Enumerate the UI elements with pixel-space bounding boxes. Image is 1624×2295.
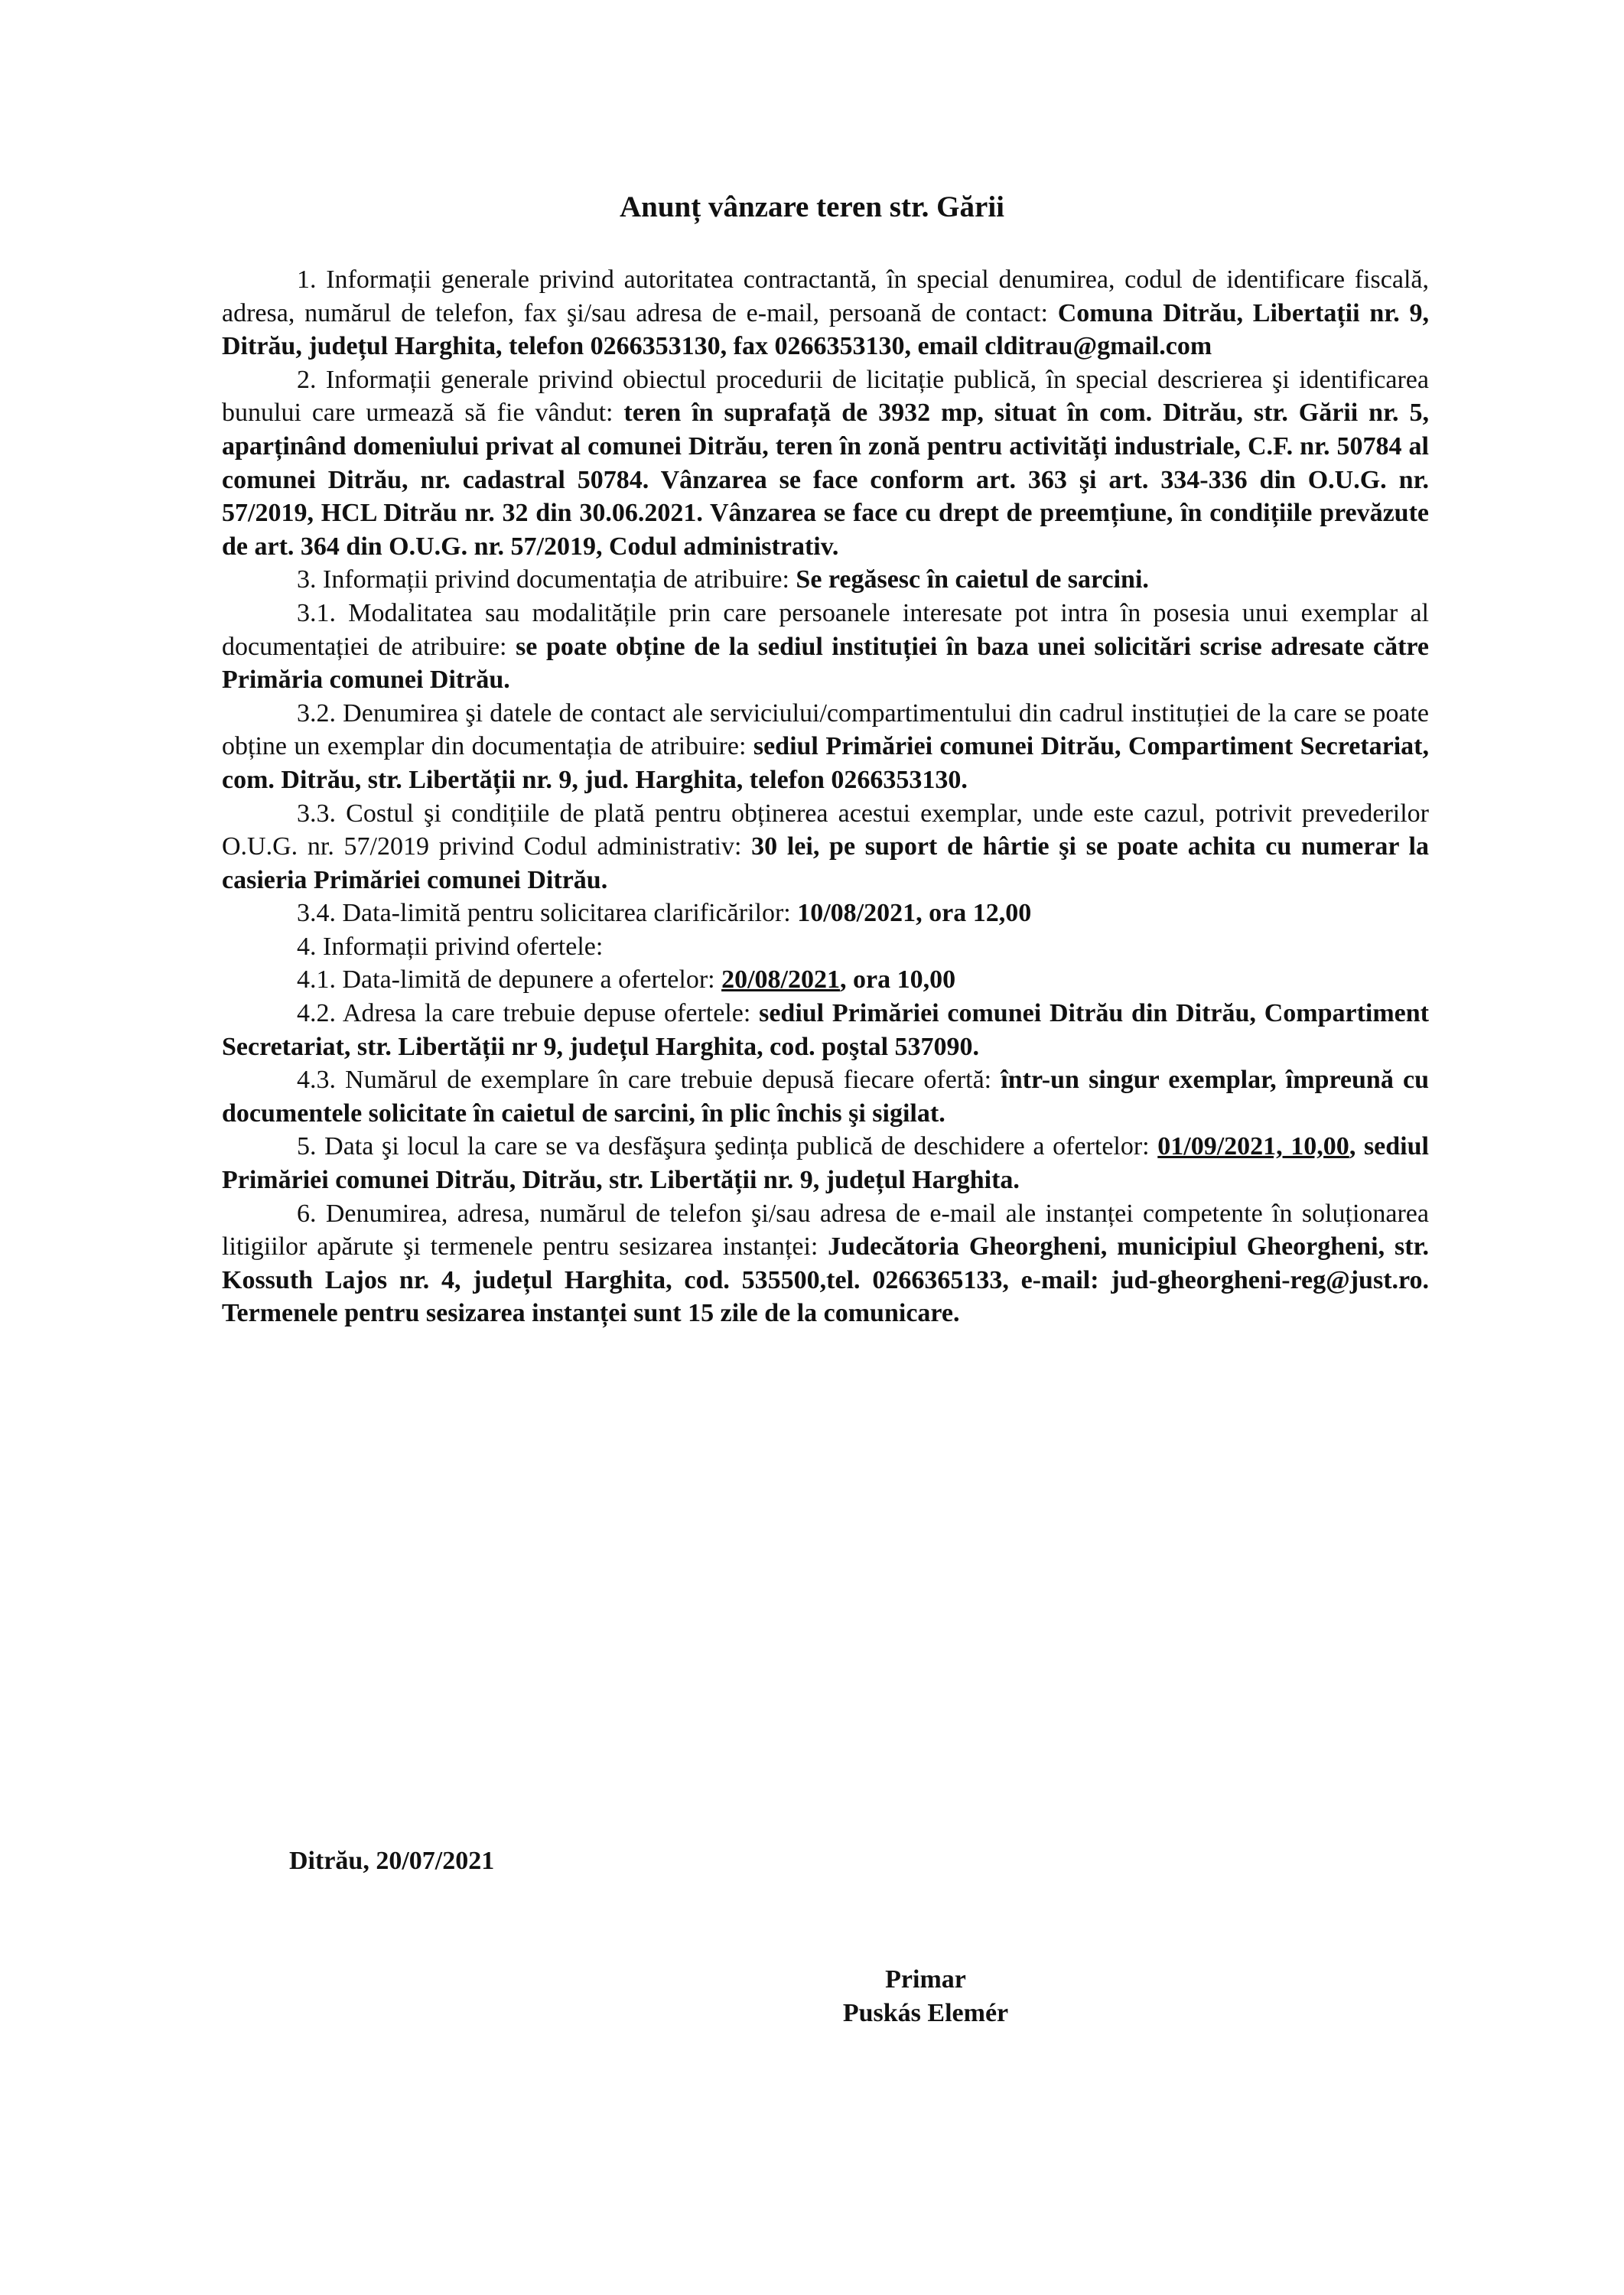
paragraph-3-2-contact-department — [222, 697, 1429, 797]
paragraph-4-1-submission-deadline — [222, 963, 1429, 997]
paragraph-4-3-details: într-un singur exemplar, împreună cu documentele solicitate în caietul de sarcini, în plic închis şi sigilat. — [222, 1066, 1430, 1128]
paragraph-5-date: 01/09/2021, 10,00 — [1157, 1132, 1349, 1161]
paragraph-3-3-text: 3.3. Costul şi condițiile de plată pentru obținerea acestui exemplar, unde este cazul, potrivit prevederilor O.U.G. nr. 57/2019 privind Codul administrativ: — [222, 799, 1429, 861]
paragraph-2-text: 2. Informații generale privind obiectul procedurii de licitație publică, în special descrierea şi identificarea bunului care urmează să fie vândut: — [222, 365, 1429, 428]
paragraph-5-opening-session — [222, 1130, 1429, 1196]
document-body — [222, 263, 1429, 1330]
paragraph-3-details: Se regăsesc în caietul de sarcini. — [796, 565, 1149, 594]
paragraph-3-3-cost — [222, 797, 1429, 897]
paragraph-4-2-text: 4.2. Adresa la care trebuie depuse ofertele: — [297, 999, 760, 1028]
paragraph-1-contracting-authority — [222, 263, 1429, 363]
place-and-date: Ditrău, 20/07/2021 — [289, 1847, 495, 1875]
paragraph-3-4-details: 10/08/2021, ora 12,00 — [797, 899, 1032, 928]
paragraph-4-offers — [222, 930, 1429, 964]
paragraph-5-text: 5. Data şi locul la care se va desfăşura şedința publică de deschidere a ofertelor: — [297, 1132, 1158, 1161]
paragraph-3-1-obtaining-documentation — [222, 597, 1429, 697]
paragraph-6-details: Judecătoria Gheorgheni, municipiul Gheorgheni, str. Kossuth Lajos nr. 4, județul Harghita, cod. 535500,tel. 0266365133, e-mail: jud-gheorgheni-reg@just.ro. Termenele pentru sesizarea instanței sunt 15 zile de la comunicare. — [222, 1232, 1429, 1328]
paragraph-4-3-text: 4.3. Numărul de exemplare în care trebuie depusă fiecare ofertă: — [297, 1066, 1001, 1095]
paragraph-4-3-number-of-copies — [222, 1063, 1429, 1130]
paragraph-2-details: teren în suprafață de 3932 mp, situat în com. Ditrău, str. Gării nr. 5, aparținând domeniului privat al comunei Ditrău, teren în zonă pentru activități industriale, C.F. nr. 50784 al comunei Ditrău, nr. cadastral 50784. Vânzarea se face conform art. 363 şi art. 334-336 din O.U.G. nr. 57/2019, HCL Ditrău nr. 32 din 30.06.2021. Vânzarea se face cu drept de preemțiune, în condițiile prevăzute de art. 364 din O.U.G. nr. 57/2019, Codul administrativ. — [222, 399, 1429, 561]
paragraph-3-1-details: se poate obține de la sediul instituției în baza unei solicitări scrise adresate către Primăria comunei Ditrău. — [222, 632, 1429, 695]
paragraph-4-2-details: sediul Primăriei comunei Ditrău din Ditrău, Compartiment Secretariat, str. Libertății nr 9, județul Harghita, cod. poştal 537090. — [222, 999, 1429, 1061]
signature-name: Puskás Elemér — [842, 1999, 1009, 2027]
paragraph-4-text: 4. Informații privind ofertele: — [297, 932, 604, 961]
signature-block — [581, 1963, 1270, 2030]
paragraph-3-text: 3. Informații privind documentația de atribuire: — [297, 565, 796, 594]
paragraph-3-documentation — [222, 563, 1429, 597]
paragraph-5-details: , sediul Primăriei comunei Ditrău, Ditrău, str. Libertății nr. 9, județul Harghita. — [222, 1132, 1429, 1195]
paragraph-6-text: 6. Denumirea, adresa, numărul de telefon şi/sau adresa de e-mail ale instanței competente în soluționarea litigiilor apărute şi termenele pentru sesizarea instanței: — [222, 1199, 1429, 1261]
paragraph-2-procedure-object — [222, 363, 1429, 564]
document-title: Anunț vânzare teren str. Gării — [619, 190, 1004, 223]
paragraph-3-2-text: 3.2. Denumirea şi datele de contact ale serviciului/compartimentului din cadrul instituției de la care se poate obține un exemplar din documentația de atribuire: — [222, 698, 1429, 761]
paragraph-3-4-clarification-deadline — [222, 897, 1429, 930]
paragraph-3-2-details: sediul Primăriei comunei Ditrău, Compartiment Secretariat, com. Ditrău, str. Libertății nr. 9, jud. Harghita, telefon 0266353130. — [222, 732, 1429, 794]
paragraph-4-1-time: , ora 10,00 — [840, 965, 956, 994]
paragraph-3-3-details: 30 lei, pe suport de hârtie şi se poate achita cu numerar la casieria Primăriei comunei Ditrău. — [222, 832, 1429, 894]
paragraph-1-text: 1. Informații generale privind autoritatea contractantă, în special denumirea, codul de identificare fiscală, adresa, numărul de telefon, fax şi/sau adresa de e-mail, persoană de contact: — [222, 265, 1429, 327]
paragraph-6-competent-court — [222, 1197, 1429, 1330]
paragraph-4-2-submission-address — [222, 997, 1429, 1063]
paragraph-4-1-date: 20/08/2021 — [721, 965, 840, 994]
paragraph-3-1-text: 3.1. Modalitatea sau modalitățile prin care persoanele interesate pot intra în posesia unui exemplar al documentației de atribuire: — [222, 598, 1429, 661]
paragraph-4-1-text: 4.1. Data-limită de depunere a ofertelor: — [297, 965, 722, 994]
signature-role: Primar — [885, 1965, 966, 1994]
paragraph-1-details: Comuna Ditrău, Libertații nr. 9, Ditrău, județul Harghita, telefon 0266353130, fax 0266353130, email clditrau@gmail.com — [222, 298, 1429, 361]
paragraph-3-4-text: 3.4. Data-limită pentru solicitarea clarificărilor: — [297, 899, 798, 928]
